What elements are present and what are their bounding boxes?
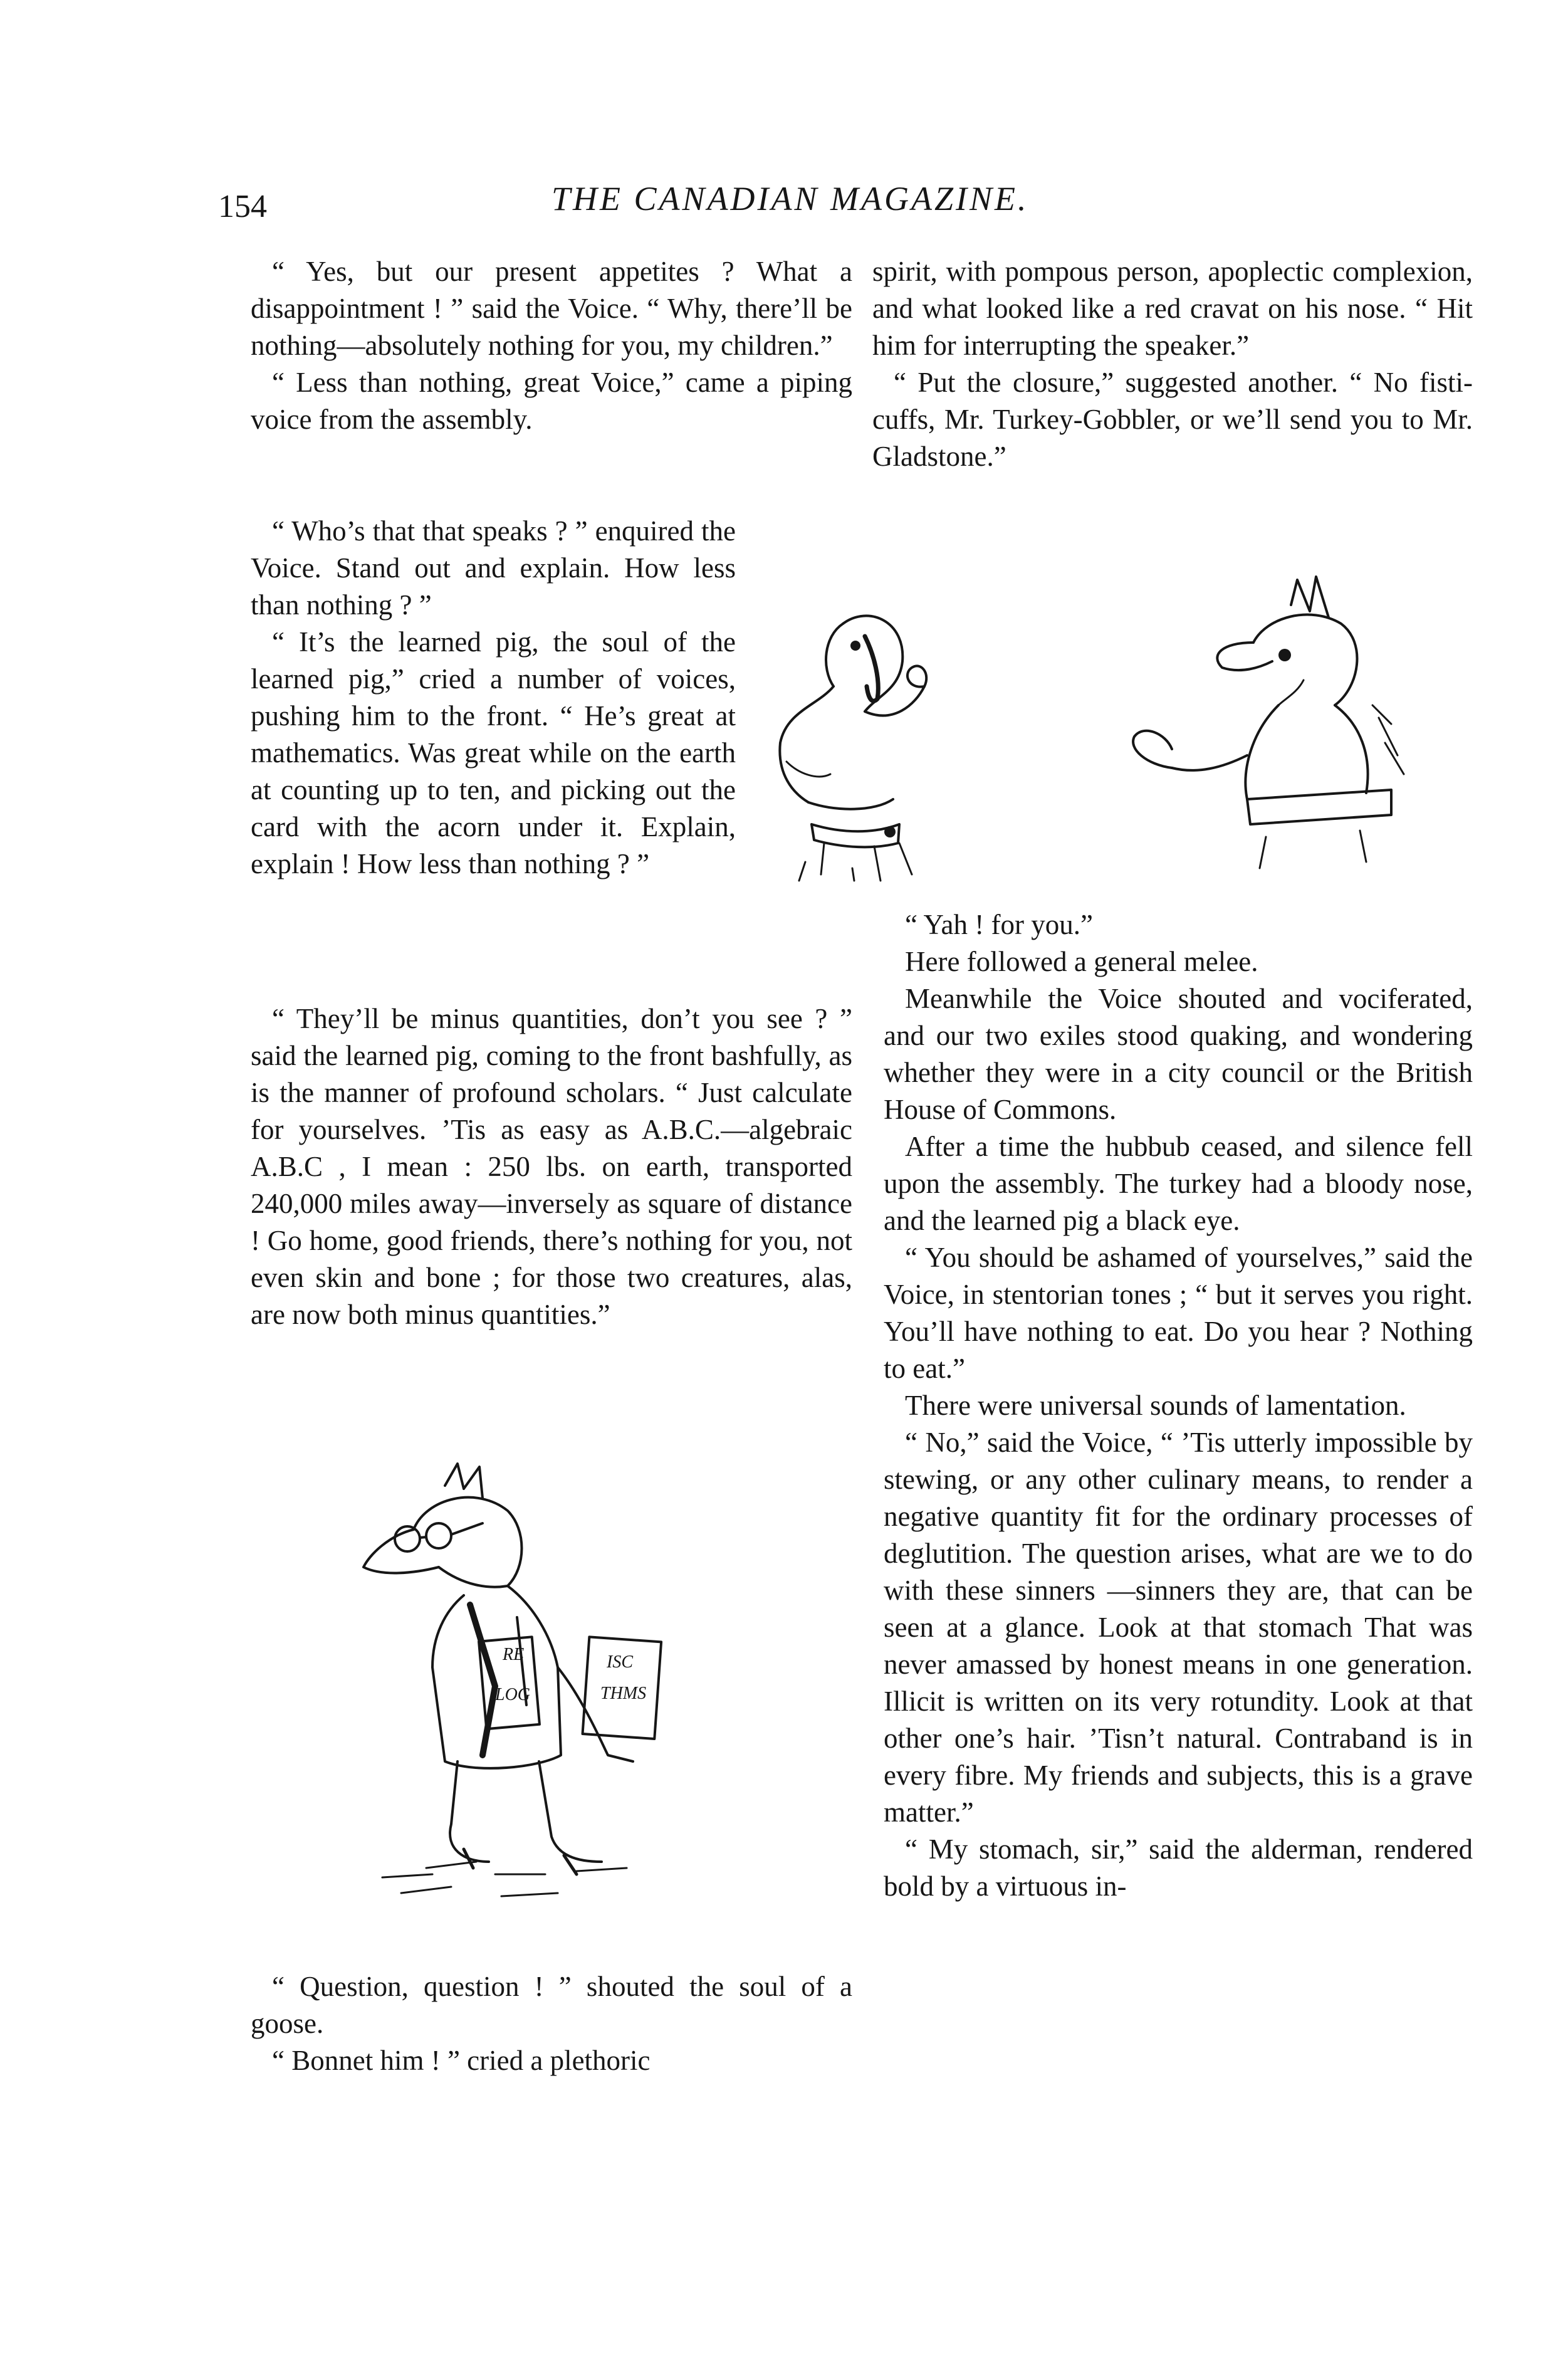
paragraph: “ Yes, but our present appetites ? What a disappointment ! ” said the Voice. “ Why, there’ll be nothing—absolutely nothing for you, my children.” xyxy=(251,256,852,361)
pig-boxer-illustration xyxy=(1097,567,1473,881)
paragraph: “ Who’s that that speaks ? ” enquired the Voice. Stand out and explain. How less than nothing ? ” xyxy=(251,515,736,621)
book-label: ISC xyxy=(607,1652,633,1672)
paragraph: “ No,” said the Voice, “ ’Tis utterly impossible by stewing, or any other culinary means, to render a negative quantity fit for the ordinary processes of deglutition. The question arises, what are we to do with these sinners —sinners they are, that can be seen at a glance. Look at that stomach That was never amassed by honest means in one generation. Illicit is written on its very rotundity. Look at that other one’s hair. ’Tisn’t natural. Contraband is in every fibre. My friends and subjects, this is a grave matter.” xyxy=(884,1427,1473,1828)
paragraph: “ Bonnet him ! ” cried a plethoric xyxy=(272,2045,651,2076)
paragraph: Here followed a general melee. xyxy=(905,946,1258,977)
paragraph: “ Yah ! for you.” xyxy=(905,909,1093,940)
paragraph: “ Put the closure,” suggested another. “ No fisti-cuffs, Mr. Turkey-Gobbler, or we’ll send you to Mr. Gladstone.” xyxy=(872,367,1473,472)
pig-boxer-icon xyxy=(1097,567,1473,881)
right-column-top xyxy=(872,253,1473,475)
turkey-icon xyxy=(749,586,937,893)
book-label: RE xyxy=(503,1645,525,1664)
paragraph: “ You should be ashamed of yourselves,” said the Voice, in stentorian tones ; “ but it serves you right. You’ll have nothing to eat. Do you hear ? Nothing to eat.” xyxy=(884,1242,1473,1384)
book-label: THMS xyxy=(600,1684,647,1703)
paragraph: Meanwhile the Voice shouted and vociferated, and our two exiles stood quaking, and wondering whether they were in a city council or the British House of Commons. xyxy=(884,983,1473,1125)
paragraph: “ They’ll be minus quantities, don’t you see ? ” said the learned pig, coming to the front bashfully, as is the manner of profound scholars. “ Just calculate for yourselves. ’Tis as easy as A.B.C.—algebraic A.B.C , I mean : 250 lbs. on earth, transported 240,000 miles away—inversely as square of distance ! Go home, good friends, there’s nothing for you, not even skin and bone ; for those two creatures, alas, are now both minus quantities.” xyxy=(251,1003,852,1330)
left-column-continued xyxy=(251,1000,852,1333)
paragraph: spirit, with pompous person, apoplectic complexion, and what looked like a red cravat on his nose. “ Hit him for interrupting the speaker.” xyxy=(872,256,1473,361)
turkey-boxer-illustration xyxy=(749,586,937,893)
page-number: 154 xyxy=(218,189,267,224)
paragraph: “ It’s the learned pig, the soul of the learned pig,” cried a number of voices, pushing him to the front. “ He’s great at mathematics. Was great while on the earth at counting up to ten, and picking out the card with the acorn under it. Explain, explain ! How less than nothing ? ” xyxy=(251,626,736,879)
pig-scholar-illustration xyxy=(338,1461,790,1912)
book-label: LOG xyxy=(495,1685,531,1704)
left-column-narrow xyxy=(251,513,736,883)
paragraph: “ Less than nothing, great Voice,” came a piping voice from the assembly. xyxy=(251,367,852,435)
running-title: THE CANADIAN MAGAZINE. xyxy=(551,180,1029,218)
paragraph: “ Question, question ! ” shouted the soul of a goose. xyxy=(251,1971,852,2039)
right-column-bottom xyxy=(884,906,1473,1905)
paragraph: After a time the hubbub ceased, and silence fell upon the assembly. The turkey had a bloody nose, and the learned pig a black eye. xyxy=(884,1131,1473,1236)
left-column-bottom xyxy=(251,1968,852,2079)
pig-scholar-icon xyxy=(338,1461,790,1912)
paragraph: There were universal sounds of lamentation. xyxy=(905,1390,1406,1421)
paragraph: “ My stomach, sir,” said the alderman, rendered bold by a virtuous in- xyxy=(884,1834,1473,1902)
left-column-top xyxy=(251,253,852,438)
